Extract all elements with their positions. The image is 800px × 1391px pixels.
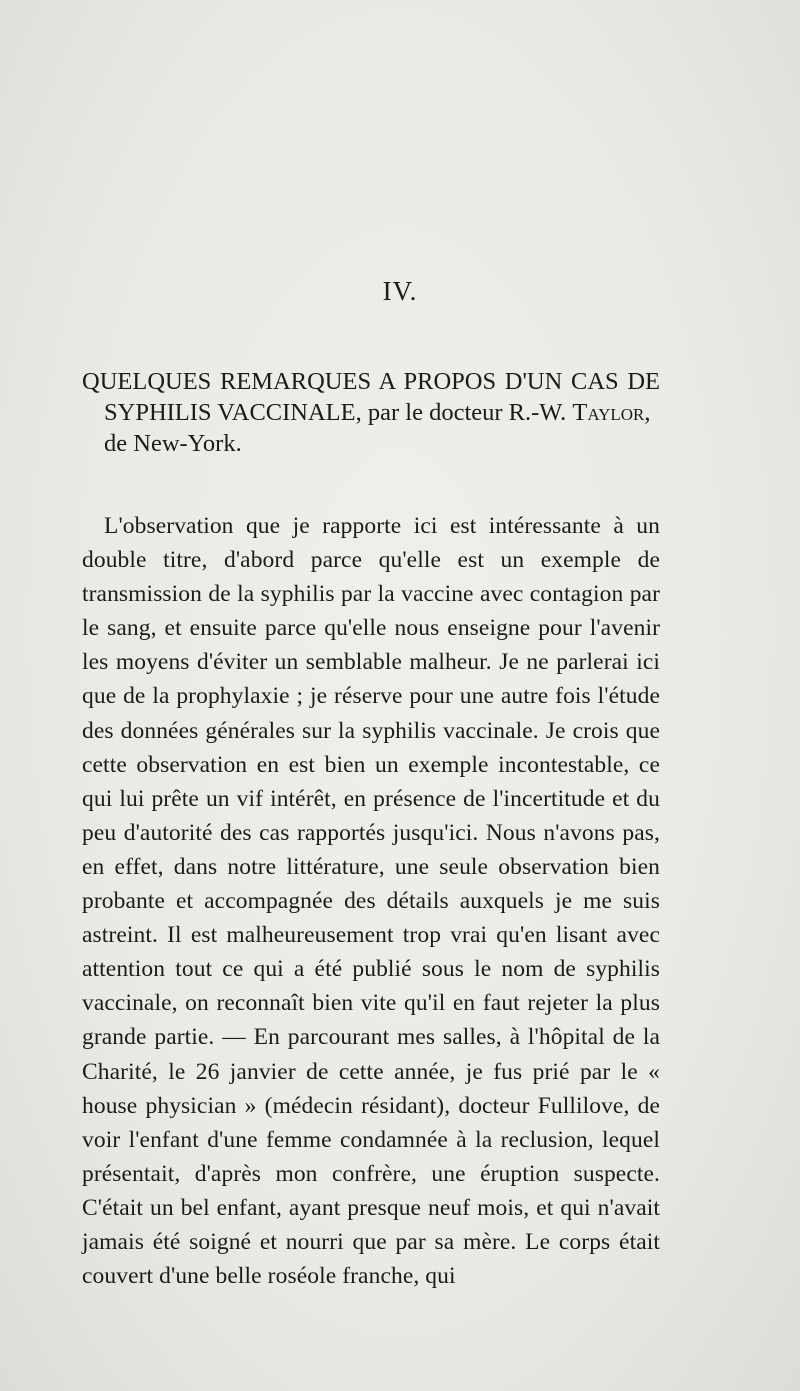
author-name: Taylor, <box>572 399 651 426</box>
body-paragraph: L'observation que je rapporte ici est intéressante à un double titre, d'abord parce qu'elle est un exemple de transmission de la syphilis par la vaccine avec contagion par le sang, et ensuite parce qu'elle nous enseigne pour l'avenir les moyens d'éviter un semblable malheur. Je ne parlerai ici que de la prophylaxie ; je réserve pour une autre fois l'étude des données générales sur la syphilis vaccinale. Je crois que cette observation en est bien un exemple incontestable, ce qui lui prête un vif intérêt, en présence de l'incertitude et du peu d'autorité des cas rapportés jusqu'ici. Nous n'avons pas, en effet, dans notre littérature, une seule observation bien probante et accompagnée des détails auxquels je me suis astreint. Il est malheureusement trop vrai qu'en lisant avec attention tout ce qui a été publié sous le nom de syphilis vaccinale, on reconnaît bien vite qu'il en faut rejeter la plus grande partie. — En parcourant mes salles, à l'hôpital de la Charité, le 26 janvier de cette année, je fus prié par le « house physician » (médecin résidant), docteur Fullilove, de voir l'enfant d'une femme condamnée à la reclusion, lequel présentait, d'après mon confrère, une éruption suspecte. C'était un bel enfant, ayant presque neuf mois, et qui n'avait jamais été soigné et nourri que par sa mère. Le corps était couvert d'une belle roséole franche, qui <box>82 513 660 1290</box>
chapter-number: IV. <box>382 276 418 306</box>
article-title <box>82 366 660 459</box>
title-line-2 <box>82 397 660 428</box>
title-line-1: QUELQUES REMARQUES A PROPOS D'UN CAS DE <box>82 368 660 395</box>
title-line-3: de New-York. <box>104 430 242 457</box>
bleed-through-texture <box>70 110 710 145</box>
title-line-2-text: SYPHILIS VACCINALE, par le docteur R.-W. <box>104 399 573 426</box>
